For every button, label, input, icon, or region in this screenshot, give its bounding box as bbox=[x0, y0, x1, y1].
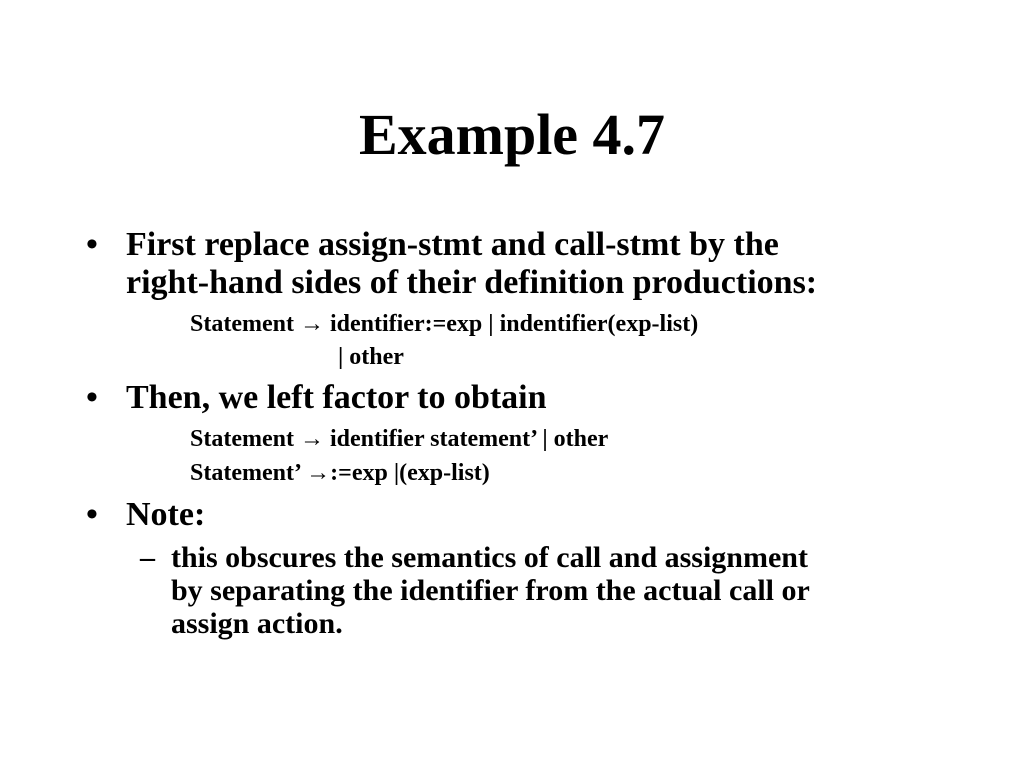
note-line-1: this obscures the semantics of call and assignment bbox=[171, 541, 808, 574]
grammar-rule-1: Statement → identifier:=exp | indentifier(exp-list) bbox=[190, 311, 699, 337]
bullet-marker: • bbox=[86, 226, 98, 263]
sub-bullet-dash: – bbox=[140, 541, 155, 574]
grammar-rule-2: Statement → identifier statement’ | other bbox=[190, 426, 609, 452]
bullet-marker: • bbox=[86, 496, 98, 533]
note-line-3: assign action. bbox=[171, 607, 343, 640]
grammar-rule-3: Statement’ →:=exp |(exp-list) bbox=[190, 460, 490, 486]
bullet-3-text: Note: bbox=[126, 496, 206, 533]
bullet-2-text: Then, we left factor to obtain bbox=[126, 379, 547, 416]
bullet-1-line-1: First replace assign-stmt and call-stmt by the bbox=[126, 226, 779, 263]
bullet-1-line-2: right-hand sides of their definition productions: bbox=[126, 264, 818, 301]
grammar-rule-1-continuation: | other bbox=[338, 344, 404, 370]
slide-title: Example 4.7 bbox=[358, 102, 666, 167]
bullet-marker: • bbox=[86, 379, 98, 416]
note-line-2: by separating the identifier from the actual call or bbox=[171, 574, 810, 607]
